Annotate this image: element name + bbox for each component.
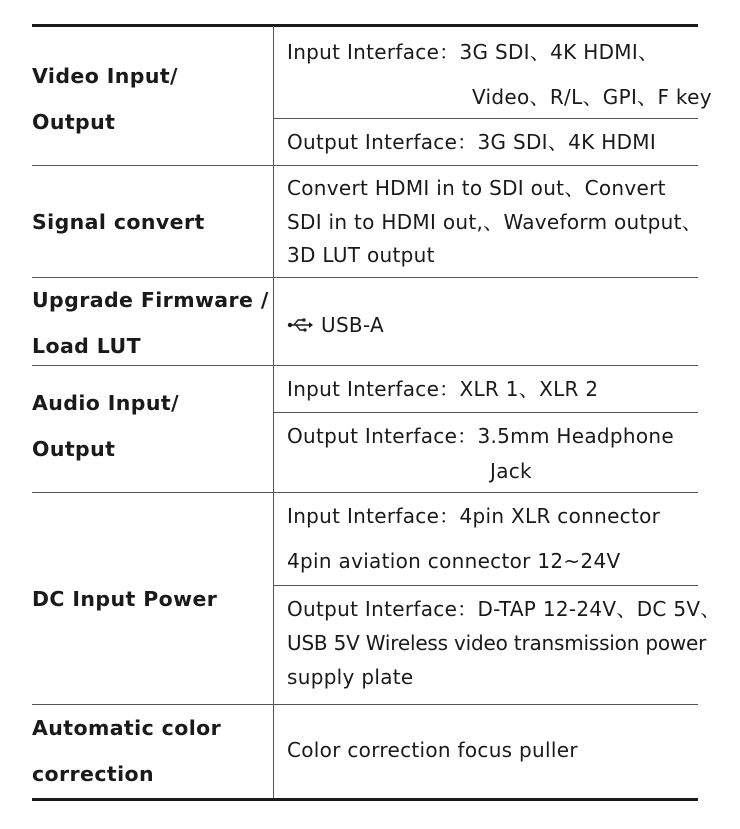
row-label-upgrade-firmware-line1: Upgrade Firmware / — [32, 288, 269, 312]
row-label-upgrade-firmware-line2: Load LUT — [32, 334, 141, 358]
row-label-color-correction-line2: correction — [32, 762, 155, 786]
usb-icon — [287, 318, 313, 332]
row-label-audio-io-line1: Audio Input/ — [32, 391, 179, 415]
row-divider — [32, 492, 698, 493]
video-input-interface: Input Interface：3G SDI、4K HDMI、 — [287, 40, 659, 64]
dc-input-interface-cont: 4pin aviation connector 12~24V — [287, 549, 621, 573]
row-divider — [273, 585, 698, 586]
row-divider — [32, 165, 698, 166]
row-divider — [273, 118, 698, 119]
audio-output-interface-cont: Jack — [490, 459, 532, 483]
row-divider — [32, 277, 698, 278]
row-label-video-io-line2: Output — [32, 110, 116, 134]
signal-convert-line3: 3D LUT output — [287, 243, 435, 267]
video-input-interface-cont: Video、R/L、GPI、F key — [472, 85, 712, 109]
signal-convert-line2: SDI in to HDMI out,、Waveform output、 — [287, 210, 703, 234]
row-divider — [32, 704, 698, 705]
row-divider — [32, 365, 698, 366]
row-label-audio-io-line2: Output — [32, 437, 116, 461]
table-bottom-rule — [32, 798, 698, 801]
dc-output-interface-line3: supply plate — [287, 665, 414, 689]
row-divider — [273, 412, 698, 413]
audio-input-interface: Input Interface：XLR 1、XLR 2 — [287, 377, 599, 401]
row-label-dc-input-power: DC Input Power — [32, 587, 218, 611]
usb-port-value — [287, 313, 384, 337]
table-top-rule — [32, 24, 698, 27]
color-correction-value: Color correction focus puller — [287, 738, 578, 762]
dc-output-interface-line2: USB 5V Wireless video transmission power — [287, 631, 707, 655]
video-output-interface: Output Interface：3G SDI、4K HDMI — [287, 130, 657, 154]
usb-port-label: USB-A — [321, 313, 385, 337]
dc-input-interface: Input Interface：4pin XLR connector — [287, 504, 661, 528]
row-label-signal-convert: Signal convert — [32, 210, 205, 234]
row-label-video-io-line1: Video Input/ — [32, 64, 178, 88]
row-label-color-correction-line1: Automatic color — [32, 716, 222, 740]
signal-convert-line1: Convert HDMI in to SDI out、Convert — [287, 176, 666, 200]
column-divider — [273, 26, 274, 798]
audio-output-interface: Output Interface：3.5mm Headphone — [287, 424, 674, 448]
dc-output-interface-line1: Output Interface：D-TAP 12-24V、DC 5V、 — [287, 597, 721, 621]
